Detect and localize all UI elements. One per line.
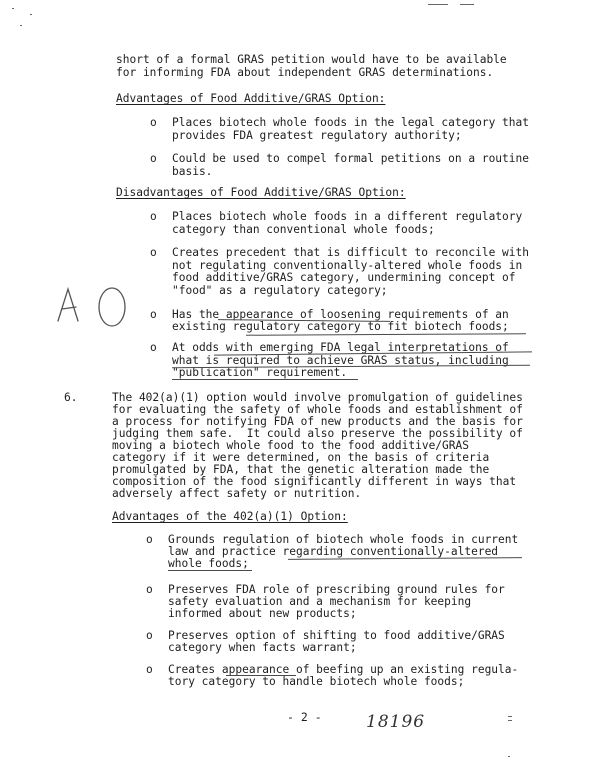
bullet-marker: o <box>150 116 157 129</box>
bullet-marker: o <box>146 629 153 642</box>
bullet-marker: o <box>150 341 157 354</box>
bullet-text: not regulating conventionally-altered whole foods in <box>172 259 523 272</box>
paragraph-line: composition of the food significantly different in ways that <box>112 475 517 488</box>
scan-speck <box>508 716 512 717</box>
bullet-marker: o <box>150 210 157 223</box>
handwritten-underline <box>246 333 526 335</box>
bullet-text: what is required to achieve GRAS status, including <box>172 354 509 367</box>
bullet-text: Grounds regulation of biotech whole foods in current <box>168 533 519 546</box>
bullet-text: Has the appearance of loosening requirements of an <box>172 308 509 321</box>
paragraph-line: promulgated by FDA, that the genetic alteration made the <box>112 463 490 476</box>
bullet-text: law and practice regarding conventionally-altered <box>168 545 499 558</box>
bullet-text: At odds with emerging FDA legal interpretations of <box>172 341 509 354</box>
bullet-text: informed about new products; <box>168 607 357 620</box>
bullet-marker: o <box>146 583 153 596</box>
bullet-text: basis. <box>172 165 213 178</box>
bullet-marker: o <box>146 533 153 546</box>
bullet-text: Places biotech whole foods in a different regulatory <box>172 210 523 223</box>
bullet-text: "publication" requirement. <box>172 366 348 379</box>
page-number: - 2 - <box>287 710 322 724</box>
bullet-text: Preserves FDA role of prescribing ground rules for <box>168 583 505 596</box>
paragraph-line: adversely affect safety or nutrition. <box>112 487 362 500</box>
handwritten-underline <box>172 379 358 380</box>
bullet-text: Places biotech whole foods in the legal category that <box>172 116 529 129</box>
scan-speck <box>428 4 448 5</box>
intro-line: for informing FDA about independent GRAS determinations. <box>116 66 494 79</box>
bullet-text: Creates precedent that is difficult to reconcile with <box>172 246 529 259</box>
paragraph-line: a process for notifying FDA of new products and the basis for <box>112 415 523 428</box>
bullet-text: whole foods; <box>168 557 249 570</box>
scan-speck <box>20 25 22 26</box>
section-heading-advantages-402a1: Advantages of the 402(a)(1) Option: <box>112 510 348 523</box>
intro-line: short of a formal GRAS petition would have to be available <box>116 53 507 66</box>
scan-speck <box>460 4 474 5</box>
paragraph-line: category if it were determined, on the basis of criteria <box>112 451 490 464</box>
paragraph-line: for evaluating the safety of whole foods and establishment of <box>112 403 523 416</box>
margin-handwriting-annotation <box>50 283 140 331</box>
handwritten-underline <box>226 675 296 676</box>
bullet-text: Preserves option of shifting to food additive/GRAS <box>168 629 505 642</box>
bullet-text: category when facts warrant; <box>168 641 357 654</box>
paragraph-line: judging them safe. It could also preserve the possibility of <box>112 427 523 440</box>
bullet-marker: o <box>146 663 153 676</box>
bullet-text: existing regulatory category to fit biotech foods; <box>172 320 509 333</box>
bullet-text: Creates appearance of beefing up an existing regula- <box>168 663 519 676</box>
handwritten-underline <box>168 570 252 571</box>
section-heading-advantages-food-additive: Advantages of Food Additive/GRAS Option: <box>116 92 386 105</box>
scan-speck <box>12 8 14 9</box>
section-heading-disadvantages-food-additive: Disadvantages of Food Additive/GRAS Option: <box>116 186 406 199</box>
bullet-text: food additive/GRAS category, undermining concept of <box>172 271 516 284</box>
bullet-text: category than conventional whole foods; <box>172 223 435 236</box>
bullet-marker: o <box>150 152 157 165</box>
bullet-text: tory category to handle biotech whole foods; <box>168 675 465 688</box>
bullet-marker: o <box>150 308 157 321</box>
paragraph-number: 6. <box>64 391 78 404</box>
bullet-text: Could be used to compel formal petitions on a routine <box>172 152 529 165</box>
scan-speck <box>30 14 32 15</box>
bullet-text: provides FDA greatest regulatory authority; <box>172 129 462 142</box>
bullet-marker: o <box>150 246 157 259</box>
paragraph-line: The 402(a)(1) option would involve promulgation of guidelines <box>112 391 523 404</box>
bullet-text: safety evaluation and a mechanism for keeping <box>168 595 472 608</box>
bates-number: 18196 <box>366 712 426 732</box>
paragraph-line: moving a biotech whole food to the food additive/GRAS <box>112 439 469 452</box>
bullet-text: "food" as a regulatory category; <box>172 284 388 297</box>
scan-speck <box>508 720 512 721</box>
